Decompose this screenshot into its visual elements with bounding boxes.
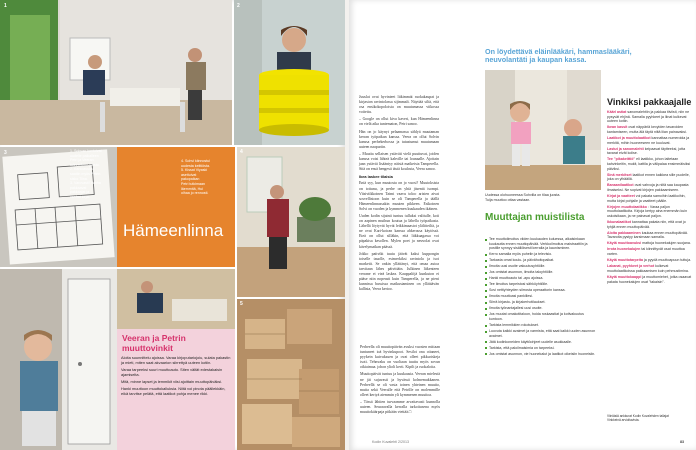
vinkki-text: sanomalehtiin ja pakkaa tiiviisti, niin ne pysyvät ehjinä. Samalla pyyhkeet ja liinat kulkevat uuteen kotiin. — [607, 110, 690, 124]
vinkit-title: Vinkiksi pakkaajalle — [607, 97, 692, 107]
vinkki-lead: Käärl astiat — [607, 110, 627, 114]
paragraph: Entä syy, kun muutosta on jo vuosi? Muutoksista on tottunu, ja perhe on yhtä jäsentä isompi. Viisiviikkoinen Taimi vaavu toloo aristen aivat sosvellistoon kuin se oli Tamperella ja täällä Hämeenlinnassakin muuten pikkeen. Esikoinen Solvi on vuoden ja kymmenen kuukauden ikäinen. — [359, 181, 439, 211]
vinkki-item — [607, 241, 692, 246]
caption-block-2 — [181, 159, 233, 196]
checklist-item: Ilmoita työnantajallesi uusi osoite. — [485, 306, 597, 311]
vinkki-text: ja muuttomiehet, jotka osaavat pakata huonekalujen osat "takaisin". — [607, 274, 692, 284]
checklist-item: Jos omistat asunnon, ilmoita taloyhtiölle. — [485, 270, 597, 275]
photo-number-1: 1 — [4, 3, 7, 9]
checklist-item: Hanki muuttoauto tai -apu ajoissa. — [485, 276, 597, 281]
photo-girl-caption — [485, 193, 601, 202]
checklist-item: Jos omistat asunnon, vie huonekalut ja laatikot oikeisiin huoneisiin. — [485, 352, 597, 357]
tips-box — [117, 329, 235, 450]
paragraph: Jokko paitvikt tuuiu jäävät kaksi kuppongin toiselle tauolle, esimerkiksi ravintola ja isot marketit. Se onkin yllättänyt, että omaa autoa tarvitaan lähes päivittäin. Julkinen liikenteen verrane ei vieä laskea. Kauppalöjä kunkuton ei pääse niin nopeasti kuin Tamperella, ja ne pieni kunnissa bussissa matkustaminen on ylläätävän kallista, Veera kertoo. — [359, 251, 439, 292]
vinkki-lead: Ikkunalaatikot — [607, 219, 631, 224]
tip-item: Hanki muuttoon muuttokalluksia. Niitä voi pinota päällekkäin, eikä tarvitse pelätä, että laatikot pohja menee rikki. — [121, 386, 226, 396]
photo-woman-baskets-image — [234, 0, 345, 145]
checklist-item: Tarkasta omat koulu- ja päivähoitopaikat. — [485, 258, 597, 263]
photo-man-assembling-image — [117, 269, 235, 329]
vinkki-item — [607, 275, 692, 284]
caption-line: Tuija muuttoo ottaa vastaan. — [485, 197, 531, 202]
paragraph: Uuden kodin sijainti tuntuu tulluksi valitulle, koti on aapinen muihun koutua ja lähella työpaikasta. Lähellä löytyvät hyvät leikkimaastot ylälitteiltä, ja ne ovat Kari-koiran kanssa ahkerassa käytössä. Eteä on ollut silläkin, että liikkuagassa voi päpakisa kesollen. Mylen poet ja neuvolat ovat kävelymatkan päässä. — [359, 213, 439, 249]
caption-line: Vinkkeinä arvioltavista. — [607, 418, 640, 422]
vinkki-lead: Lakanat, pyyhkeet ja verhot — [607, 264, 655, 269]
caption-line: Uudessa olohuoneessa Sohvilla on tilaa juosta. — [485, 193, 561, 197]
vinkki-text: kaukaa ennen muuttopäivää. Tavaroita pystyy karsimaan samalla. — [607, 230, 688, 240]
photo-man-plant — [237, 147, 345, 297]
photo-woman-baskets — [234, 0, 345, 145]
caption-line: 5. Kissat Viyaski — [181, 168, 208, 173]
tips-title: Veeran ja Petrin muuttovinkit — [122, 333, 186, 353]
subheading: Ikea laskee tilaisia — [359, 174, 393, 180]
vinkki-item — [607, 231, 692, 240]
vinkki-text: : Varaa paljon muuttolaatikoita. Kirjoja kertyy aina enemmän kuin uskoisikaan, ja ne painavat paljon. — [607, 204, 688, 218]
caption-line: Petri ja Veeran — [70, 158, 94, 163]
vinkki-lead: Käytä muuttokaappi — [607, 274, 642, 279]
photo-girl-image — [485, 70, 601, 190]
photo-floor-plan — [0, 147, 117, 267]
photo-number-4: 4 — [240, 149, 243, 155]
caption-line: saatiin myös Petrin — [70, 171, 101, 176]
caption-line: 3. Varovasti! Vanha — [70, 181, 101, 186]
photo-boxes — [237, 299, 345, 450]
vinkki-text: kannattaa pakata niin, että ovat jo tyhjiä ennen muuttopäivää. — [607, 219, 686, 229]
vinkki-lead: Irrota huonekalujen — [607, 247, 641, 252]
checklist-item: Jos muutat omakotitaloon, hoida roskaastiat ja kotivakuutus kuntoon. — [485, 312, 597, 321]
vinkki-item — [607, 205, 692, 219]
tip-item: Varaa tarpeeksi suuri muuttoauto. Siten vältät edestakaisin ajamiselta. — [121, 367, 223, 377]
vinkki-item — [607, 110, 692, 124]
photo-baby-image — [0, 269, 117, 450]
vinkki-text: ja pyydä muuttoapuun tuttuja. — [643, 258, 692, 263]
left-page — [0, 0, 345, 450]
caption-line: Viiniäsiä ankkurat Kodin Kuvalehden tallajat — [607, 414, 669, 418]
tip-item: Mitä, minne lapset ja lemmikit viisi ajoittain muuttopäiväksi. — [121, 379, 223, 384]
photo-boxes-image — [237, 299, 345, 450]
vinkki-item — [607, 136, 692, 145]
checklist-item: Ilmoita muuttoasi pankillesi. — [485, 294, 597, 299]
photo-girl — [485, 70, 601, 190]
page-title: Hämeenlinna — [123, 221, 224, 240]
caption-line: 4. Sohvi kiinnostui — [181, 159, 210, 163]
checklist — [485, 237, 597, 358]
caption-line: pakkaajat ja — [70, 190, 90, 195]
kicker-quote — [485, 48, 691, 65]
caption-line: uudelle paikalleen — [70, 153, 99, 158]
checklist-item: Tarkista lemmikkien rokotukset. — [485, 323, 597, 328]
tip-item: Aloita suunnittelu ajoissa. Varaa kirjoputariojoiu, sulata pakastin ja mieti, miten saat akvaarion siirrettyä uuteen kotiin. — [121, 355, 231, 365]
kicker-line: neuvolantäti ja kaupan kassa. — [485, 55, 587, 65]
caption-line: pakopaikan — [181, 177, 200, 182]
vinkit-list — [607, 110, 692, 286]
body-column-1 — [359, 95, 439, 294]
vinkki-lead: Lastut ja sanomalehti — [607, 146, 644, 151]
photo-man-assembling — [117, 269, 235, 329]
photo-number-2: 2 — [237, 3, 240, 9]
caption-line: uudesta keittiösta. — [181, 163, 210, 168]
vinkki-text: eli laatikko, johon laitetaan kahvinkeitin, mukit, kattila ja välipalaa ensimmäisiksi päiviksi. — [607, 157, 691, 171]
caption-line: vanhat kirjat. — [70, 194, 91, 199]
paragraph: Juuslat ovat hyvinteet liikimmät ruokakaupat ja kirjaston ravintolassa sijimmalt. Näyttää siltä, että osa ensikokopoloista on muutamassa viikossa voitettu. — [359, 95, 439, 115]
checklist-title: Muuttajan muistilista — [485, 212, 585, 223]
caption-line: sisko Tiina. — [70, 176, 88, 181]
vinkki-text: kelpaavat täytteeksi, jotta tavarat eivät kolise. — [607, 146, 686, 156]
photo-moving-sofa — [0, 0, 232, 145]
checklist-item: Tee muuttoilmoitus viiden kuukauden kuluessa, alkaisinkaan kuukautta ennen muuttopäivää. Verkkoilmoitus maistraattiin ja postille synnyy sisällöisesti kerralla ja kaunisminen. — [485, 237, 597, 251]
vinkki-text: tai kiinnittyvät osat muuttoa varten. — [607, 247, 685, 257]
checklist-item: Sovi nettiyhteyden siirrosta operaattorin kanssa. — [485, 288, 597, 293]
vinkki-lead: Aloita pakkaaminen — [607, 230, 641, 235]
paragraph: Muuttopäivät tuntuu ja kuukausia. Veeran mielestä ne jäi sujuvasti ja hyvässä kolmemukkanen. Perheellä se oli vasta toinen yhteinen muutto, mutta sekä Veeralle että Petrille on molemmille olleet kertyä aiemmin yli kymmenen muuttoa. — [360, 372, 440, 397]
photo-man-plant-image — [237, 147, 345, 297]
caption-strip — [117, 147, 235, 213]
vinkki-item — [607, 247, 692, 256]
checklist-item: Ilmoita uusi osoite vakuutusyhtiölle. — [485, 264, 597, 269]
paragraph: – Muutta sellaisen ystäväti vielä puuttuvat, joiden kanssa voisi lähteä kahville tai lounaalle. Ajottain jaan ystäviä lisääntyy näistä matkeista Tamperella. Sitä on ensä hengesti tästä koulosta, Veera sanoo. — [359, 151, 439, 172]
paragraph: Hän on jo käynyt pelaamassa sählyä muutaman kerran työpaikan kanssa. Veera on ollut Solvin kanssa perhekerhossa ja tutustumut muutamaan uuteen naapuriin. — [359, 129, 439, 149]
vinkki-item — [607, 173, 692, 182]
vinkki-item — [607, 258, 692, 263]
vinkki-text: laatikot ennen kaikkea sille puolelle, joka on ylhäällä. — [607, 172, 690, 182]
vinkit-caption — [607, 414, 692, 422]
vinkki-text: ovat vahvoja ja niitä saa kaupasta ilmaiseksi. Ne sopivat kirjojen pakkaamiseen. — [607, 183, 689, 192]
vinkki-item — [607, 125, 692, 134]
vinkki-text: kannattaa numeroida ja merkitä, mihin huoneeseen ne kuuluvat. — [607, 135, 690, 145]
paragraph: Perheella oli muuttopäivän avuksi vuosien mittaan tuntuneet ioä hyvinkupoot. Sesilot ona ottaneet, pyykein kuivuksuen ja ovat olleet pikkuriskeja isoti. Tehnvaku on vuoltaan tuuttu myös sovun oikiaimaa. johon ylioli kerti. Kipilt ja ruokaloita. — [360, 345, 440, 370]
vinkki-lead: Banaanilaatikot — [607, 183, 634, 188]
caption-line: 2. Kantoavuksi — [70, 167, 94, 172]
photo-baby — [0, 269, 117, 450]
vinkki-text: mattoja huonekalujen suojana. — [642, 241, 691, 246]
caption-line: läemmitä, Hui — [181, 186, 203, 191]
checklist-item: Tarkista, että paloilmaisimia on tarpeeksi. — [485, 346, 597, 351]
caption-line: pakkaavat — [70, 185, 87, 190]
vinkki-lead: Ikean kassit — [607, 125, 628, 130]
page-number: 83 — [680, 440, 684, 444]
caption-line: asettuivat — [181, 172, 197, 177]
caption-line: Petri tutkimaan — [181, 181, 205, 186]
paragraph: – Tässä lähtien turvaamme arvattavasti kunnolla uuteen. Seuraavalla kerralla tarkoitusena myös muuttokäärpaja pitkään viettää.□ — [360, 399, 440, 415]
photo-number-5: 5 — [240, 301, 243, 307]
vinkki-item — [607, 194, 692, 203]
vinkki-item — [607, 183, 692, 192]
checklist-item: Siirrä kirjasto- ja kirjakerhotilaukset. — [485, 300, 597, 305]
checklist-item: Jätä kodinkoneiden käyttöohjeet uudelle asukkaalle. — [485, 340, 597, 345]
vinkki-lead: Kirjojen muuttolaatikko — [607, 204, 647, 209]
title-banner — [117, 213, 235, 267]
vinkki-lead: Käytä muuttoavuksi — [607, 241, 642, 246]
body-column-second — [360, 345, 440, 417]
vinkki-lead: Käytä muuttotarpeita — [607, 258, 643, 263]
photo-moving-sofa-image — [0, 0, 232, 145]
caption-line: 1. Sohvan kantoivat — [70, 149, 102, 153]
vinkki-item — [607, 264, 692, 273]
caption-line: olhaa jo rennosti. — [181, 191, 209, 196]
tips-list — [121, 355, 231, 398]
vinkki-item — [607, 147, 692, 156]
vinkki-lead: Kirjat ja vaatteet — [607, 194, 635, 198]
kicker-line: On löydettävä eläinlääkäri, hammaslääkäri, — [485, 47, 632, 56]
vinkki-lead: Laatikot ja muuttolaatikot — [607, 135, 651, 140]
vinkki-text: ovat näppäriä kevyiden tavaroiden kantamiseen, mutta älä täytä niitä liian painavaksi. — [607, 125, 687, 134]
magazine-footer: Kodin Kuvalehti 2/2013 — [372, 440, 409, 444]
photo-number-3: 3 — [4, 150, 7, 156]
vinkki-text: voi pakata samoihin laatikoihin, mutta kirjat pohjalle ja vaatteet päälle. — [607, 194, 686, 203]
vinkki-lead: Tee "pikakeittiö" — [607, 157, 636, 162]
vinkki-text: kulkevat muuttolaatikoissa pakkaamisen kuin pehmustimina. — [607, 264, 689, 273]
paragraph: – Google on ollut kiva kaveri, kun Hämeenlinna on vielä aika tuntematon, Petri sanoo. — [359, 117, 439, 127]
checklist-item: Kerro samalla myös puhelin ja televisio. — [485, 252, 597, 257]
vinkki-lead: Sinä merkitset — [607, 172, 632, 177]
caption-line: tuleva Arno-juusto. — [70, 162, 100, 167]
vinkki-item — [607, 157, 692, 171]
checklist-item: Luovuta kaikki avaimet ja varmista, että saat kaikki uuden asunnon avaimet. — [485, 329, 597, 338]
checklist-item: Tee ilmoitus tarpeistosi sähköyhtiölle. — [485, 282, 597, 287]
vinkki-item — [607, 220, 692, 229]
caption-block-1 — [70, 149, 117, 200]
